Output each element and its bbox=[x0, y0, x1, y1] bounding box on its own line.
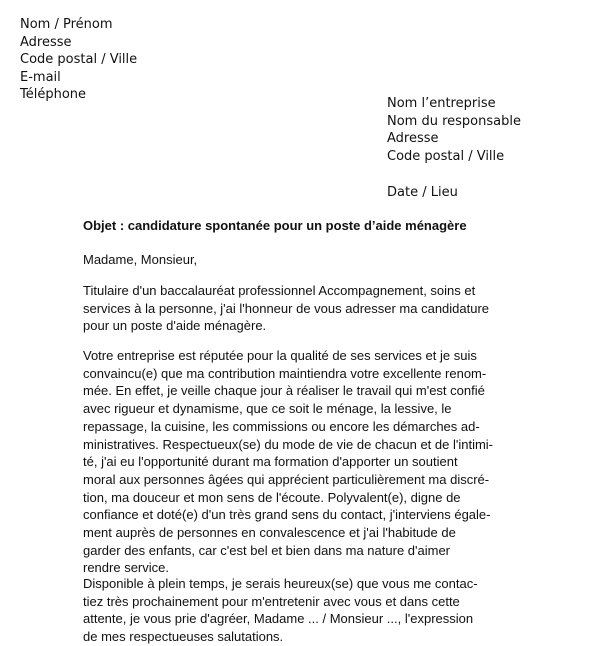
paragraph-line: rendre service. bbox=[83, 560, 169, 576]
paragraph-introduction bbox=[83, 282, 543, 335]
paragraph-line: Votre entreprise est réputée pour la qualité de ses services et je suis bbox=[83, 348, 477, 363]
letter-greeting bbox=[83, 251, 543, 269]
paragraph-motivation bbox=[83, 347, 543, 577]
paragraph-line: convaincu(e) que ma contribution maintiendra votre excellente renom- bbox=[83, 365, 487, 381]
paragraph-line: confiance et doté(e) d'un très grand sens du contact, j'interviens égale- bbox=[83, 507, 491, 523]
recipient-address: Adresse bbox=[387, 131, 439, 147]
paragraph-line: pour un poste d'aide ménagère. bbox=[83, 318, 267, 334]
sender-block bbox=[20, 16, 137, 104]
paragraph-line: ministratives. Respectueux(se) du mode de vie de chacun et de l'intimi- bbox=[83, 436, 494, 452]
paragraph-line: de mes respectueuses salutations. bbox=[83, 629, 284, 645]
paragraph-line: tion, ma douceur et mon sens de l'écoute. Polyvalent(e), digne de bbox=[83, 489, 461, 505]
paragraph-line: Titulaire d'un baccalauréat professionnel Accompagnement, soins et bbox=[83, 283, 476, 298]
sender-postal-city: Code postal / Ville bbox=[20, 52, 138, 68]
recipient-postal-city: Code postal / Ville bbox=[387, 148, 505, 164]
sender-phone: Téléphone bbox=[20, 87, 87, 103]
paragraph-line: Disponible à plein temps, je serais heureux(se) que vous me contac- bbox=[83, 576, 478, 591]
sender-email: E-mail bbox=[20, 69, 61, 85]
date-place bbox=[387, 184, 458, 202]
greeting-text: Madame, Monsieur, bbox=[83, 252, 198, 267]
paragraph-line: repassage, la cuisine, les commissions ou encore les démarches ad- bbox=[83, 418, 480, 434]
paragraph-line: mée. En effet, je veille chaque jour à réaliser le travail qui m'est confié bbox=[83, 383, 485, 399]
paragraph-line: ment auprès de personnes en convalescence et j'ai l'habitude de bbox=[83, 525, 456, 541]
recipient-manager: Nom du responsable bbox=[387, 113, 521, 129]
recipient-company: Nom l’entreprise bbox=[387, 96, 496, 111]
paragraph-line: avec rigueur et dynamisme, que ce soit le ménage, la lessive, le bbox=[83, 401, 452, 417]
date-place-text: Date / Lieu bbox=[387, 185, 458, 200]
paragraph-closing bbox=[83, 575, 543, 646]
paragraph-line: services à la personne, j'ai l'honneur de vous adresser ma candidature bbox=[83, 300, 490, 316]
paragraph-line: garder des enfants, car c'est bel et bien dans ma nature d'aimer bbox=[83, 542, 451, 558]
letter-subject bbox=[83, 217, 543, 235]
sender-name: Nom / Prénom bbox=[20, 17, 113, 32]
paragraph-line: attente, je vous prie d'agréer, Madame ... / Monsieur ..., l'expression bbox=[83, 611, 474, 627]
recipient-block bbox=[387, 95, 521, 165]
paragraph-line: moral aux personnes âgées qui apprécient particulièrement ma discré- bbox=[83, 471, 490, 487]
sender-address: Adresse bbox=[20, 34, 72, 50]
subject-text: Objet : candidature spontanée pour un poste d’aide ménagère bbox=[83, 218, 467, 233]
paragraph-line: té, j'ai eu l'opportunité durant ma formation d'apporter un soutient bbox=[83, 454, 458, 470]
paragraph-line: tiez très prochainement pour m'entretenir avec vous et dans cette bbox=[83, 593, 460, 609]
